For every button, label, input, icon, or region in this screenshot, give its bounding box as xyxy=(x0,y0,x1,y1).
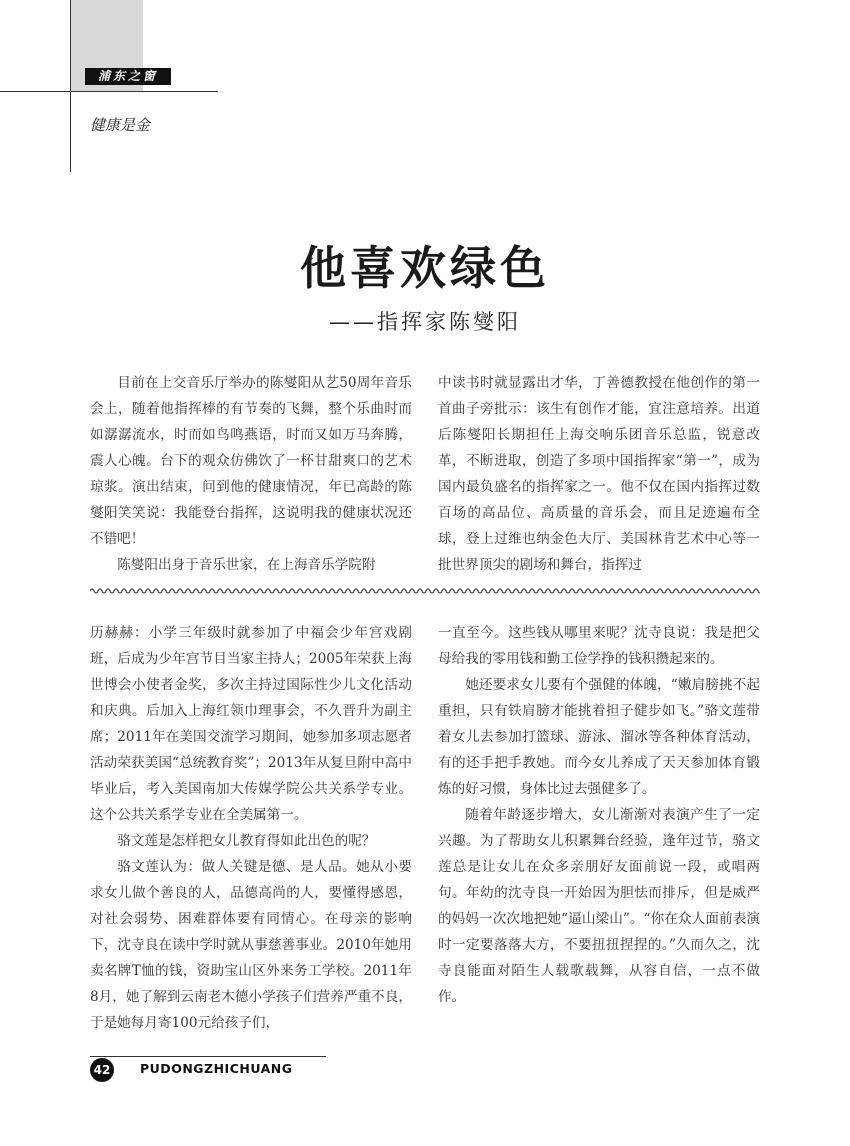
publication-name: PUDONGZHICHUANG xyxy=(140,1061,293,1076)
paragraph: 她还要求女儿要有个强健的体魄，“嫩肩膀挑不起重担，只有铁肩膀才能挑着担子健步如飞。”骆文莲带着女儿去参加打篮球、游泳、溜冰等各种体育活动，有的还手把手教她。而今女儿养成了天天参加体育锻炼的好习惯，身体比过去强健多了。 xyxy=(438,677,760,797)
wavy-divider xyxy=(90,584,760,598)
paragraph: 历赫赫：小学三年级时就参加了中福会少年宫戏剧班，后成为少年宫节目当家主持人；2005年荣获上海世博会小使者金奖，多次主持过国际性少儿文化活动和庆典。后加入上海红领巾理事会，不久晋升为副主席；2011年在美国交流学习期间，她参加多项志愿者活动荣获美国“总统教育奖”；2013年从复旦附中高中毕业后，考入美国南加大传媒学院公共关系学专业。这个公共关系学专业在全美属第一。 xyxy=(90,625,412,823)
paragraph: 陈燮阳出身于音乐世家，在上海音乐学院附 xyxy=(117,557,376,573)
column-bottom-left xyxy=(90,620,412,1036)
paragraph: 一直至今。这些钱从哪里来呢？沈寺良说：我是把父母给我的零用钱和勤工俭学挣的钱积攒起来的。 xyxy=(438,625,760,667)
masthead-horizontal-rule xyxy=(0,91,218,92)
paragraph: 骆文莲是怎样把女儿教育得如此出色的呢？ xyxy=(117,833,376,849)
masthead-vertical-rule xyxy=(70,0,71,172)
column-top-left xyxy=(90,370,412,578)
column-top-right xyxy=(438,370,760,578)
paragraph: 目前在上交音乐厅举办的陈燮阳从艺50周年音乐会上，随着他指挥棒的有节奏的飞舞，整个乐曲时而如潺潺流水，时而如鸟鸣燕语，时而又如万马奔腾，震人心魄。台下的观众仿佛饮了一杯甘甜爽口的艺术琼浆。演出结束，问到他的健康情况，年已高龄的陈燮阳笑笑说：我能登台指挥，这说明我的健康状况还不错吧！ xyxy=(90,375,412,547)
section-label: 健康是金 xyxy=(90,116,151,134)
paragraph: 骆文莲认为：做人关键是德、是人品。她从小要求女儿做个善良的人，品德高尚的人，要懂得感恩，对社会弱势、困难群体要有同情心。在母亲的影响下，沈寺良在读中学时就从事慈善事业。2010年她用卖名牌T恤的钱，资助宝山区外来务工学校。2011年8月，她了解到云南老木德小学孩子们营养严重不良，于是她每月寄100元给孩子们， xyxy=(90,859,412,1031)
article-subtitle: ——指挥家陈燮阳 xyxy=(329,310,521,334)
footer-rule xyxy=(90,1056,326,1057)
column-bottom-right xyxy=(438,620,760,1010)
paragraph: 中读书时就显露出才华，丁善德教授在他创作的第一首曲子旁批示：该生有创作才能，宜注意培养。出道后陈燮阳长期担任上海交响乐团音乐总监，锐意改革，不断进取，创造了多项中国指挥家“第一”，成为国内最负盛名的指挥家之一。他不仅在国内指挥过数百场的高品位、高质量的音乐会，而且足迹遍布全球，登上过维也纳金色大厅、美国林肯艺术中心等一批世界顶尖的剧场和舞台，指挥过 xyxy=(438,375,760,573)
publication-logo: 浦东之窗 xyxy=(85,68,171,85)
page-number-badge: 42 xyxy=(90,1058,114,1082)
article-title: 他喜欢绿色 xyxy=(300,241,550,295)
paragraph: 随着年龄逐步增大，女儿渐渐对表演产生了一定兴趣。为了帮助女儿积累舞台经验，逢年过节，骆文莲总是让女儿在众多亲朋好友面前说一段，或唱两句。年幼的沈寺良一开始因为胆怯而排斥，但是威严的妈妈一次次地把她“逼山梁山”。“你在众人面前表演时一定要落落大方，不要扭扭捏捏的。”久而久之，沈寺良能面对陌生人载歌载舞，从容自信，一点不做作。 xyxy=(438,807,760,1005)
